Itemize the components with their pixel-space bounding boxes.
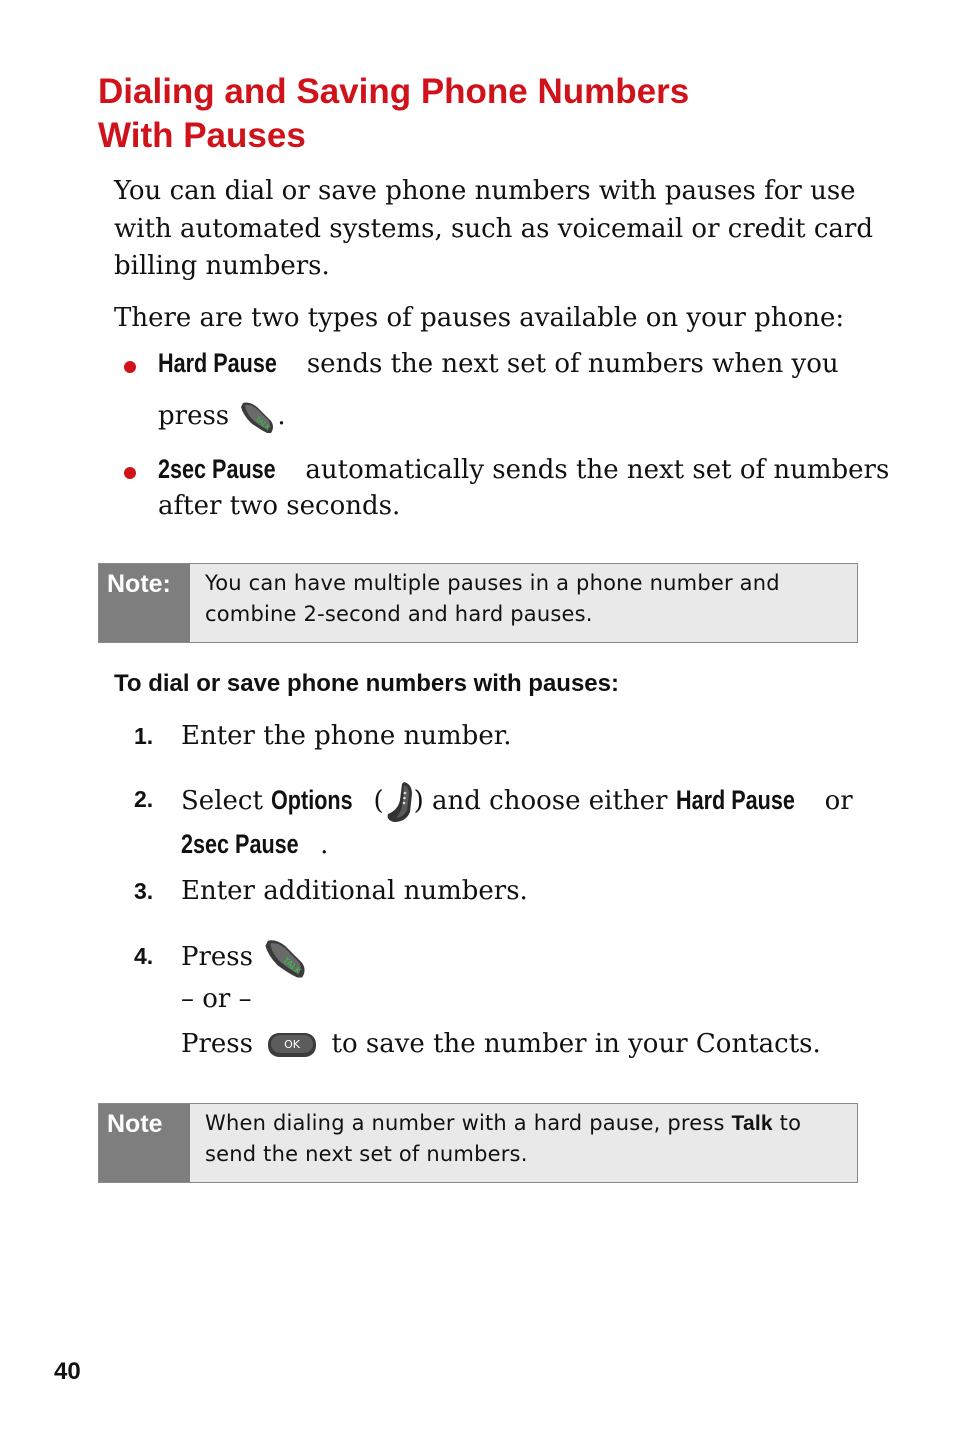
ok-key-icon [267,1032,317,1058]
step-4-press-2: Press [181,1029,253,1059]
options-term: Options [271,785,353,815]
bullet-dot [124,467,136,479]
ok-key-label: OK [284,1038,301,1051]
procedure-heading: To dial or save phone numbers with pauses: [114,670,619,697]
2sec-pause-term: 2sec Pause [181,829,299,859]
note2-line-1b: to [779,1111,802,1135]
note-line-1: You can have multiple pauses in a phone number and [205,571,780,595]
talk-key-icon [263,936,307,980]
intro-line-1: You can dial or save phone numbers with pauses for use [114,176,856,206]
bullet-2sec-pause [158,451,889,489]
step-4-press: Press [181,942,253,972]
title-line-1: Dialing and Saving Phone Numbers [98,72,690,111]
hard-pause-text: sends the next set of numbers when you [306,349,839,379]
bullet-2sec-pause-line2: after two seconds. [158,491,401,521]
intro-line-2: with automated systems, such as voicemail or credit card [114,213,873,244]
step-number: 3. [134,878,154,904]
open-paren: ( [373,786,384,816]
talk-key-label: TALK [280,955,303,977]
note-text [190,564,790,642]
note2-line-2: send the next set of numbers. [205,1142,528,1166]
2sec-pause-text: automatically sends the next set of numbers [305,455,890,485]
step-2-or: or [824,786,853,816]
options-key-icon [384,780,414,824]
page-title [98,70,689,158]
hard-pause-term: Hard Pause [675,785,795,815]
step-4-or: – or – [181,984,252,1014]
bullet-hard-pause-line2 [158,398,286,435]
bullet-dot [124,361,136,373]
talk-key-label: TALK [253,414,273,433]
period: . [320,830,329,860]
hard-pause-press: press [158,401,230,431]
step-1: Enter the phone number. [181,721,512,751]
page-number: 40 [54,1358,81,1385]
talk-key-icon [239,399,275,435]
period: . [277,401,286,431]
title-line-2: With Pauses [98,116,306,155]
note-box [98,563,858,643]
note-box [98,1103,858,1183]
step-2 [181,780,853,824]
step-number: 2. [134,786,154,812]
step-2-mid: ) and choose either [413,786,668,816]
step-number: 4. [134,943,154,969]
step-4-line3 [181,1026,821,1063]
intro-line-3: billing numbers. [114,251,330,281]
bullet-hard-pause [158,345,839,383]
intro-paragraph [114,173,874,286]
note-label: Note [99,1104,190,1182]
step-2-select: Select [181,786,263,816]
step-4-save: to save the number in your Contacts. [331,1029,821,1059]
hard-pause-term: Hard Pause [158,348,277,378]
talk-term: Talk [731,1112,773,1135]
step-2-line2 [181,826,328,864]
note-text [190,1104,811,1182]
note2-line-1a: When dialing a number with a hard pause, press [205,1111,725,1135]
note-label: Note: [99,564,190,642]
step-4 [181,936,309,980]
types-paragraph: There are two types of pauses available on your phone: [114,303,845,333]
2sec-pause-term: 2sec Pause [158,454,276,484]
step-number: 1. [134,723,154,749]
note-line-2: combine 2-second and hard pauses. [205,602,593,626]
step-3: Enter additional numbers. [181,876,528,906]
